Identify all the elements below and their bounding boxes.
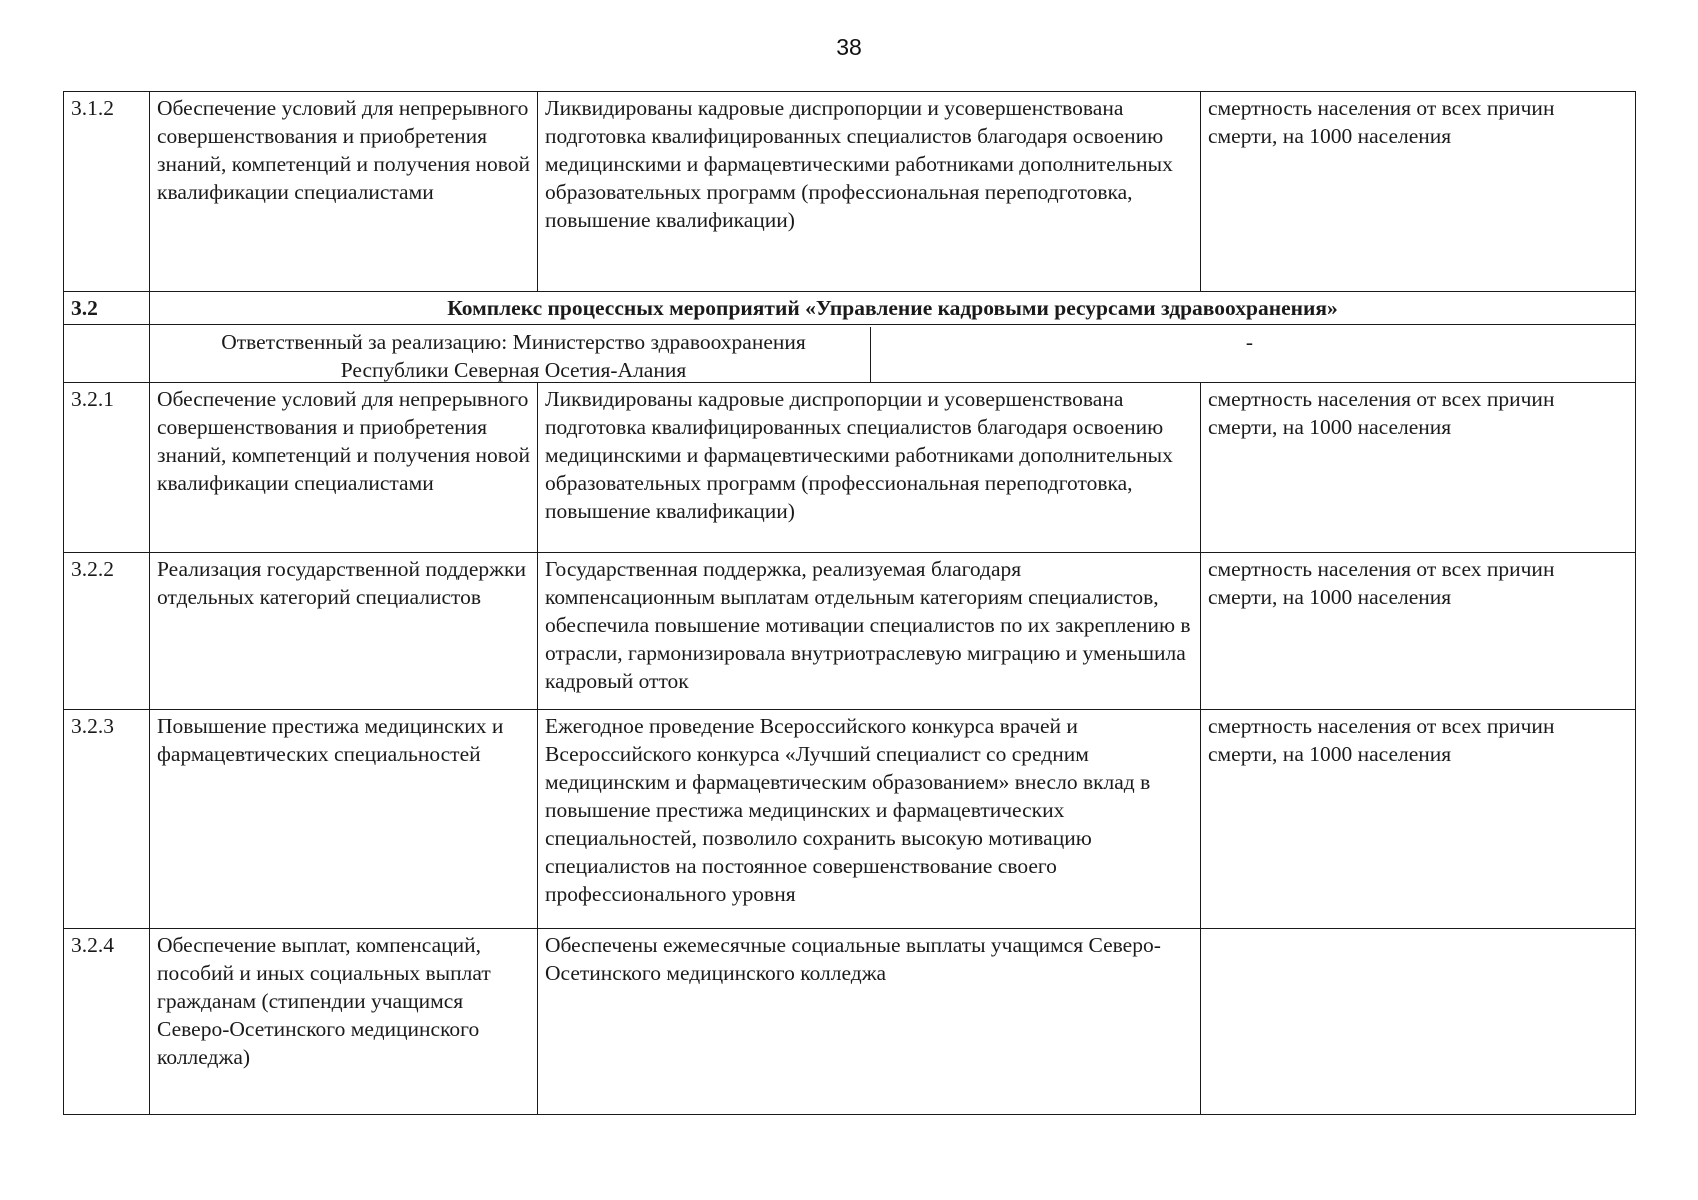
- task-cell: Обеспечение условий для непрерывного совершенствования и приобретения знаний, компетенций и получения новой квалификации специалистами: [150, 92, 538, 292]
- task-cell: Обеспечение выплат, компенсаций, пособий и иных социальных выплат гражданам (стипендии учащимся Северо-Осетинского медицинского колледжа): [150, 929, 538, 1115]
- result-cell: Обеспечены ежемесячные социальные выплаты учащимся Северо-Осетинского медицинского колледжа: [538, 929, 1201, 1115]
- responsible-cell: [150, 325, 1636, 383]
- table-row-3-2-1: [64, 383, 1636, 553]
- page-number: 38: [836, 34, 862, 60]
- result-cell: Ежегодное проведение Всероссийского конкурса врачей и Всероссийского конкурса «Лучший специалист со средним медицинским и фармацевтическим образованием» внесло вклад в повышение престижа медицинских и фармацевтических специальностей, позволило сохранить высокую мотивацию специалистов на постоянное совершенствование своего профессионального уровня: [538, 710, 1201, 929]
- row-number: 3.2.3: [64, 710, 150, 929]
- responsible-line-2: Республики Северная Осетия-Алания: [340, 358, 687, 382]
- row-number: 3.1.2: [64, 92, 150, 292]
- responsible-line-1: Ответственный за реализацию: Министерство здравоохранения: [221, 330, 806, 354]
- table-row-3-2-4: [64, 929, 1636, 1115]
- section-number: 3.2: [64, 292, 150, 325]
- indicator-cell: [1201, 929, 1636, 1115]
- row-number: 3.2.1: [64, 383, 150, 553]
- table-row-3-2-2: [64, 553, 1636, 710]
- result-cell: Государственная поддержка, реализуемая благодаря компенсационным выплатам отдельным категориям специалистов, обеспечила повышение мотивации специалистов по их закреплению в отрасли, гармонизировала внутриотраслевую миграцию и уменьшила кадровый отток: [538, 553, 1201, 710]
- indicator-cell: смертность населения от всех причин смерти, на 1000 населения: [1201, 553, 1636, 710]
- task-cell: Обеспечение условий для непрерывного совершенствования и приобретения знаний, компетенций и получения новой квалификации специалистами: [150, 383, 538, 553]
- result-cell: Ликвидированы кадровые диспропорции и усовершенствована подготовка квалифицированных специалистов благодаря освоению медицинскими и фармацевтическими работниками дополнительных образовательных программ (профессиональная переподготовка, повышение квалификации): [538, 383, 1201, 553]
- responsible-empty-cell: [64, 325, 150, 383]
- row-number: 3.2.4: [64, 929, 150, 1115]
- responsible-right: -: [1245, 330, 1254, 354]
- measures-table: [63, 91, 1636, 1115]
- section-header-row: [64, 292, 1636, 325]
- responsible-text: [157, 327, 871, 382]
- responsible-row: [64, 325, 1636, 383]
- task-cell: Повышение престижа медицинских и фармацевтических специальностей: [150, 710, 538, 929]
- task-cell: Реализация государственной поддержки отдельных категорий специалистов: [150, 553, 538, 710]
- table-row-3-2-3: [64, 710, 1636, 929]
- table-row-3-1-2: [64, 92, 1636, 292]
- indicator-cell: смертность населения от всех причин смерти, на 1000 населения: [1201, 710, 1636, 929]
- result-cell: Ликвидированы кадровые диспропорции и усовершенствована подготовка квалифицированных специалистов благодаря освоению медицинскими и фармацевтическими работниками дополнительных образовательных программ (профессиональная переподготовка, повышение квалификации): [538, 92, 1201, 292]
- indicator-cell: смертность населения от всех причин смерти, на 1000 населения: [1201, 92, 1636, 292]
- section-title: Комплекс процессных мероприятий «Управление кадровыми ресурсами здравоохранения»: [150, 292, 1636, 325]
- indicator-cell: смертность населения от всех причин смерти, на 1000 населения: [1201, 383, 1636, 553]
- row-number: 3.2.2: [64, 553, 150, 710]
